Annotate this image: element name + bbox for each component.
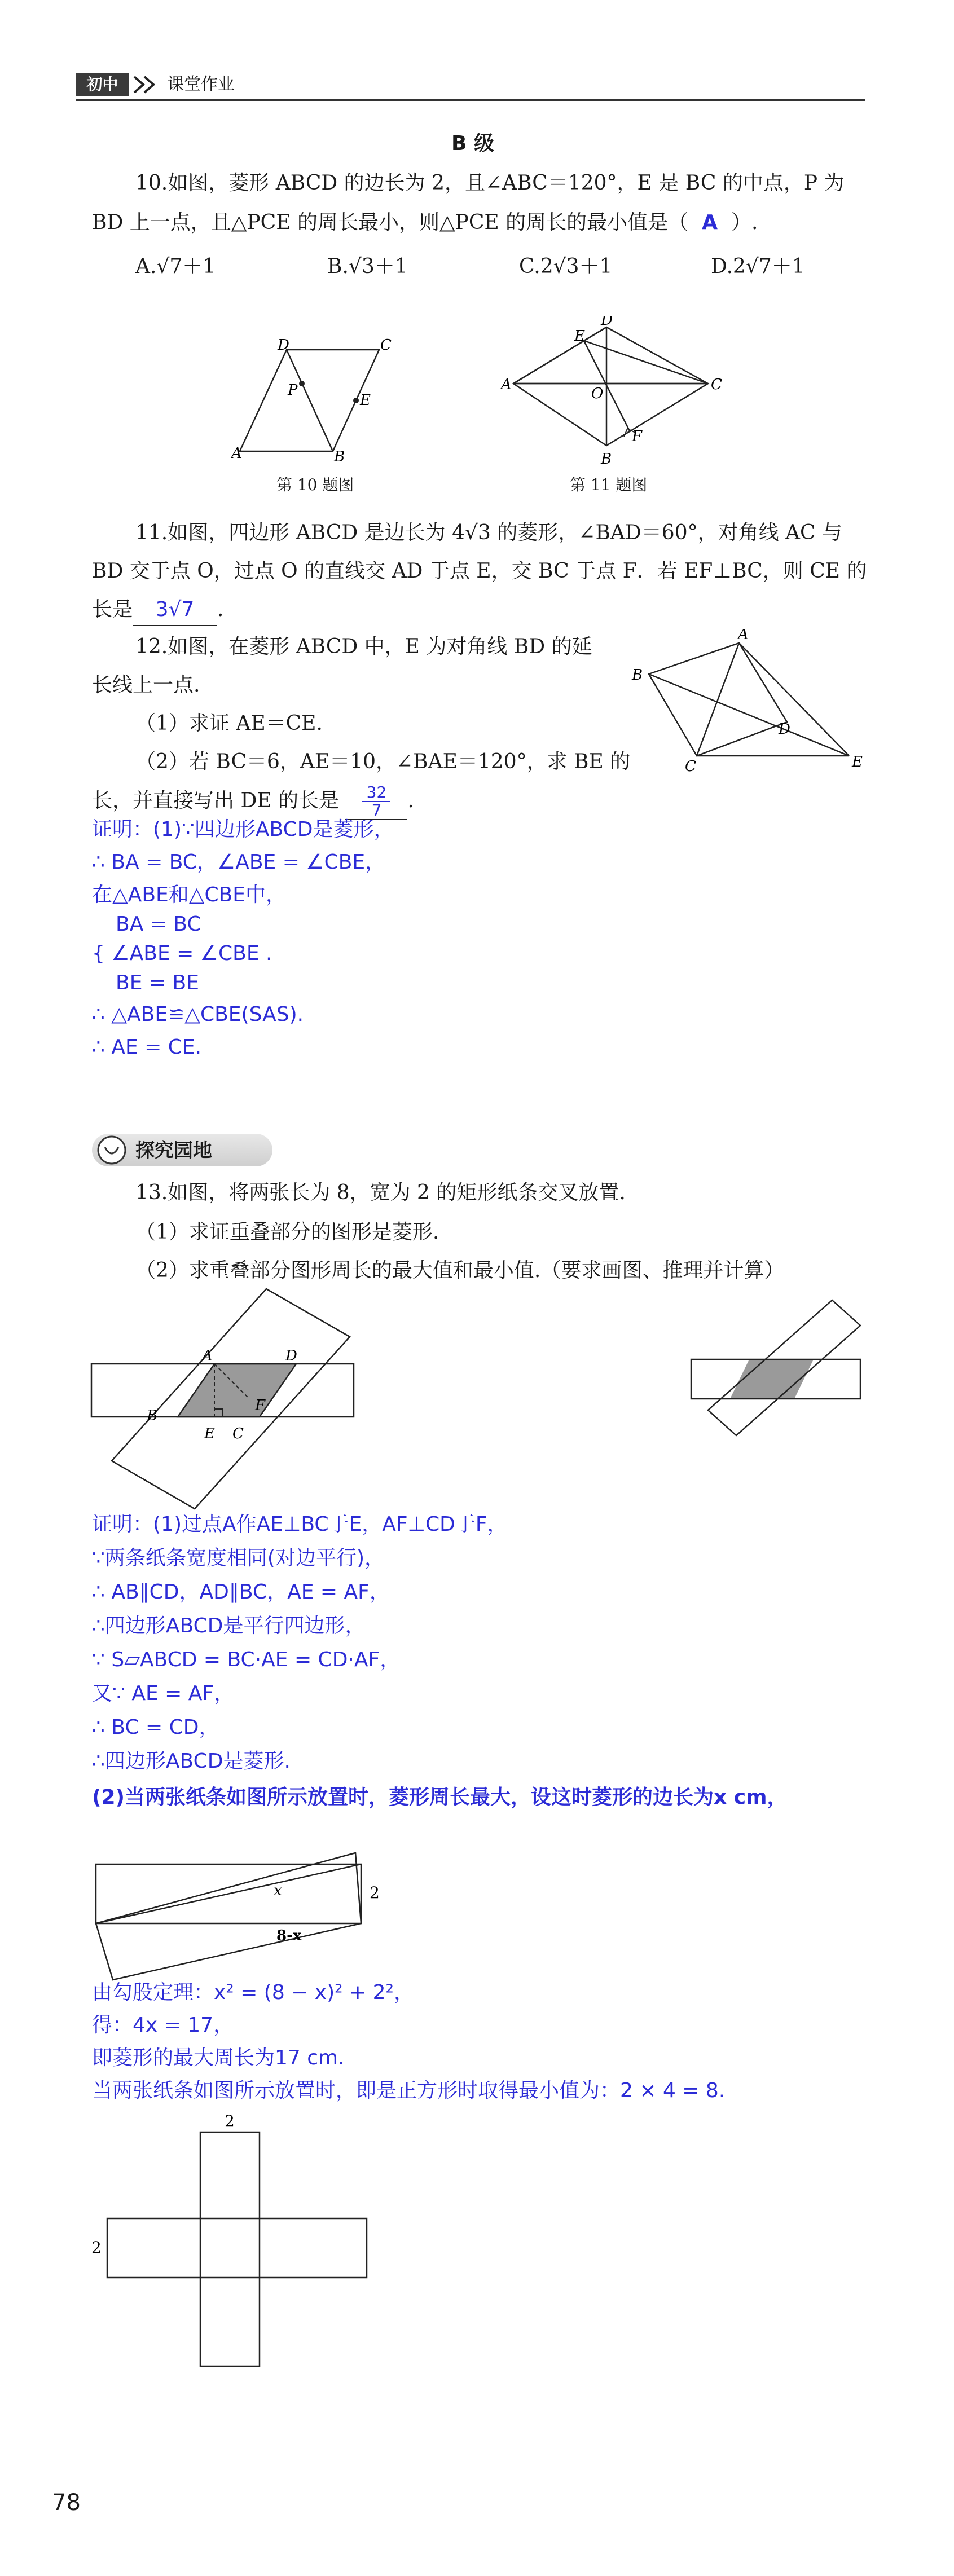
q10-option-c: C.2√3＋1	[519, 255, 613, 278]
svg-text:E: E	[360, 392, 371, 409]
level-b-title: B 级	[451, 132, 494, 155]
svg-text:F: F	[255, 1397, 266, 1414]
q12-line5-pre: 长，并直接写出 DE 的长是	[92, 789, 340, 812]
q11-answer: 3√7	[133, 595, 217, 626]
fig13-cross-label-top: 2	[225, 2112, 235, 2130]
svg-text:B: B	[632, 667, 643, 684]
header-title: 课堂作业	[167, 74, 235, 94]
section-title: 探究园地	[135, 1139, 212, 1162]
fig13-main-diagram	[85, 1286, 367, 1525]
fig13-max-label-8x: 8-x	[276, 1927, 302, 1944]
fig13-max-label-x: x	[274, 1882, 282, 1899]
svg-text:P: P	[288, 382, 298, 399]
q12-proof-8: ∴ AE = CE.	[92, 1036, 202, 1059]
svg-text:C: C	[232, 1425, 244, 1442]
q12-part2: （2）若 BC＝6，AE＝10，∠BAE＝120°，求 BE 的	[135, 750, 631, 773]
q11-line1: 11.如图，四边形 ABCD 是边长为 4√3 的菱形，∠BAD＝60°，对角线 AC 与	[135, 521, 843, 544]
q10-line2-end: ）.	[731, 211, 758, 234]
q13-calc-3: 即菱形的最大周长为17 cm.	[92, 2046, 345, 2069]
q11-line3-end: .	[217, 598, 224, 621]
svg-text:D: D	[285, 1348, 297, 1364]
fig13-side-diagram	[688, 1292, 869, 1446]
q11-line3	[92, 595, 223, 626]
q13-proof-3: ∴ AB∥CD，AD∥BC，AE = AF，	[92, 1580, 390, 1604]
q13-calc-4: 当两张纸条如图所示放置时，即是正方形时取得最小值为：2 × 4 = 8.	[92, 2079, 726, 2102]
svg-text:F: F	[632, 428, 643, 445]
svg-text:B: B	[601, 451, 612, 468]
svg-text:E: E	[574, 328, 585, 345]
q13-proof-4: ∴四边形ABCD是平行四边形，	[92, 1614, 366, 1637]
section-icon	[96, 1135, 128, 1168]
fig12-diagram	[626, 629, 874, 783]
svg-text:B: B	[334, 448, 345, 465]
svg-text:A: A	[738, 629, 749, 643]
svg-text:E: E	[852, 754, 863, 770]
header-arrow-icon	[131, 73, 165, 98]
q13-proof-9: (2)当两张纸条如图所示放置时，菱形周长最大，设这时菱形的边长为x cm，	[92, 1786, 788, 1809]
q13-proof-1: 证明：(1)过点A作AE⊥BC于E，AF⊥CD于F，	[92, 1513, 508, 1536]
q13-proof-2: ∵两条纸条宽度相同(对边平行)，	[92, 1547, 385, 1570]
fig10-diagram	[231, 338, 417, 470]
q13-line1: 13.如图，将两张长为 8，宽为 2 的矩形纸条交叉放置.	[135, 1181, 626, 1204]
q12-answer-numerator: 32	[362, 784, 390, 802]
q12-line1: 12.如图，在菱形 ABCD 中，E 为对角线 BD 的延	[135, 635, 592, 658]
svg-text:E: E	[204, 1425, 215, 1442]
svg-text:D: D	[779, 721, 790, 738]
q12-line5-end: .	[407, 789, 414, 812]
fig11-caption: 第 11 题图	[570, 475, 648, 494]
header-tag: 初中	[76, 73, 129, 96]
svg-text:C: C	[711, 376, 722, 393]
q12-line2: 长线上一点.	[92, 673, 200, 697]
q13-proof-5: ∵ S▱ABCD = BC·AE = CD·AF，	[92, 1648, 401, 1671]
fig13-cross-label-left: 2	[91, 2238, 102, 2257]
svg-text:D: D	[278, 338, 289, 354]
svg-text:C: C	[685, 758, 696, 775]
q12-proof-4: BA = BC	[116, 913, 201, 936]
q11-line3-pre: 长是	[92, 598, 133, 621]
q11-line2: BD 交于点 O，过点 O 的直线交 AD 于点 E，交 BC 于点 F．若 EF⊥BC，则 CE 的	[92, 560, 867, 583]
q10-line2-text: BD 上一点，且△PCE 的周长最小，则△PCE 的周长的最小值是（	[92, 211, 689, 234]
header-rule	[76, 99, 865, 101]
fig10-caption: 第 10 题图	[276, 475, 354, 494]
q12-part1: （1）求证 AE＝CE.	[135, 712, 323, 735]
q13-proof-7: ∴ BC = CD，	[92, 1716, 219, 1739]
svg-text:D: D	[601, 316, 613, 329]
q12-proof-6: BE = BE	[116, 971, 199, 994]
q12-proof-1: 证明：(1)∵四边形ABCD是菱形，	[92, 818, 394, 841]
svg-text:B: B	[147, 1407, 158, 1424]
q10-answer: A	[702, 211, 718, 234]
q13-calc-1: 由勾股定理：x² = (8 − x)² + 2²，	[92, 1981, 414, 2004]
page-number: 78	[52, 2490, 81, 2516]
q12-proof-3: 在△ABE和△CBE中，	[92, 883, 287, 906]
q10-line2	[92, 208, 758, 238]
fig11-diagram	[496, 316, 733, 470]
q13-calc-2: 得：4x = 17，	[92, 2014, 234, 2037]
q12-proof-5: { ∠ABE = ∠CBE .	[92, 942, 272, 965]
fig13-min-cross-diagram	[90, 2110, 384, 2377]
svg-text:A: A	[202, 1348, 213, 1364]
svg-text:A: A	[231, 445, 242, 462]
q13-proof-8: ∴四边形ABCD是菱形.	[92, 1750, 291, 1773]
svg-text:O: O	[591, 385, 604, 402]
q12-answer-denominator: 7	[371, 801, 382, 820]
q12-proof-7: ∴ △ABE≌△CBE(SAS).	[92, 1003, 304, 1026]
fig13-max-diagram	[90, 1850, 395, 1993]
q10-line1: 10.如图，菱形 ABCD 的边长为 2，且∠ABC＝120°，E 是 BC 的中点，P 为	[135, 171, 845, 195]
svg-text:C: C	[380, 338, 392, 354]
q13-proof-6: 又∵ AE = AF，	[92, 1682, 235, 1705]
svg-text:A: A	[501, 376, 512, 393]
q10-option-d: D.2√7＋1	[711, 255, 805, 278]
q12-proof-2: ∴ BA = BC，∠ABE = ∠CBE，	[92, 851, 386, 874]
fig13-max-label-2: 2	[370, 1883, 380, 1902]
q13-part1: （1）求证重叠部分的图形是菱形.	[135, 1221, 439, 1244]
q10-option-b: B.√3＋1	[327, 255, 408, 278]
q10-option-a: A.√7＋1	[135, 255, 216, 278]
q13-part2: （2）求重叠部分图形周长的最大值和最小值.（要求画图、推理并计算）	[135, 1259, 785, 1282]
